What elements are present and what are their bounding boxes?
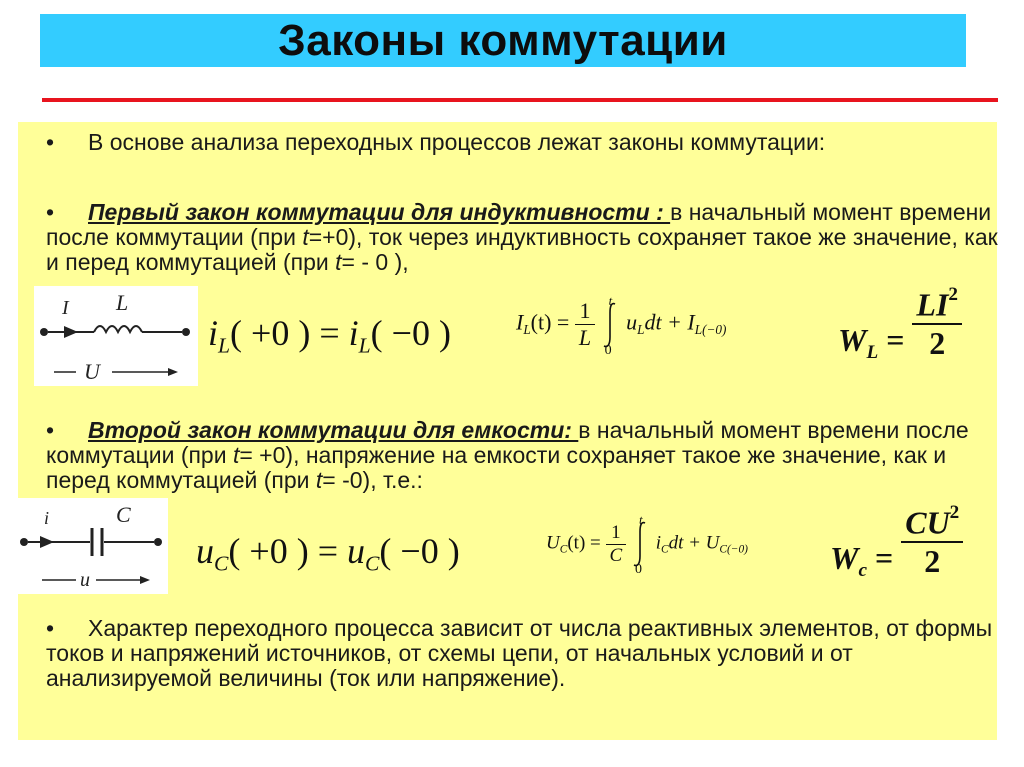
inductor-element-label: L	[116, 290, 129, 315]
capacitor-current-label: i	[44, 508, 50, 528]
first-law-t2: t	[335, 249, 342, 275]
capacitor-law-formula: $u_C( +0$ ) = $u_C( -0$ )	[196, 531, 460, 576]
bullet: •	[46, 615, 55, 641]
bullet: •	[46, 417, 55, 443]
first-law-heading: Первый закон коммутации для индуктивности :	[88, 199, 671, 225]
capacitor-energy-formula: $W_c$ = $\frac{CU^2}{2}$	[830, 502, 963, 582]
first-law-t1: t	[302, 224, 309, 250]
second-law-text-c: = -0), т.е.:	[322, 467, 423, 493]
second-law-t2: t	[315, 467, 323, 493]
page-title: Законы коммутации	[278, 15, 728, 65]
inductor-voltage-label: U	[84, 359, 100, 384]
first-law-paragraph	[46, 200, 998, 275]
inductor-circuit-diagram	[34, 286, 198, 386]
bullet: •	[46, 199, 55, 225]
capacitor-voltage-label: u	[80, 569, 90, 591]
inductor-circuit	[34, 286, 198, 386]
second-law-heading: Второй закон коммутации для емкости:	[88, 417, 579, 443]
intro-paragraph	[46, 130, 1006, 155]
capacitor-voltage-formula: $U_C(t)$ = $\frac{1}{C}$ t 0 $i_Cdt + U_{C(-0)}$	[546, 512, 748, 577]
first-law-text-b: =+0), ток через индуктивность сохраняет такое же значение, как и перед коммутацией (при	[46, 224, 998, 275]
inductor-energy-formula: $W_L$ = $\frac{LI^2}{2}$	[838, 284, 962, 364]
capacitor-circuit	[18, 498, 168, 594]
second-law-text-b: = +0), напряжение на емкости сохраняет такое же значение, как и перед коммутацией (при	[46, 442, 947, 493]
inductor-current-label: I	[62, 297, 69, 319]
title-divider	[42, 98, 998, 102]
inductor-current-formula: $I_L(t)$ = $\frac{1}{L}$ t 0 $u_Ldt + I_{L(-0)}$	[516, 292, 727, 358]
first-law-text-a: в начальный момент времени после коммутации (при	[46, 199, 992, 250]
title-bar	[40, 14, 966, 67]
second-law-t1: t	[232, 442, 240, 468]
conclusion-paragraph	[46, 616, 996, 691]
second-law-text-a: в начальный момент времени после коммутации (при	[46, 417, 969, 468]
capacitor-element-label: C	[116, 502, 131, 527]
intro-text: В основе анализа переходных процессов лежат законы коммутации:	[88, 129, 826, 155]
second-law-paragraph	[46, 418, 998, 493]
capacitor-circuit-diagram	[18, 498, 168, 594]
conclusion-text: Характер переходного процесса зависит от числа реактивных элементов, от формы токов и напряжений источников, от схемы цепи, от начальных условий и от анализируемой величины (ток или напряжение).	[46, 615, 993, 691]
bullet: •	[46, 129, 55, 155]
first-law-text-c: = - 0 ),	[341, 249, 409, 275]
content-panel	[18, 122, 997, 740]
inductor-law-formula: $i_L( +0$ ) = $i_L( -0$ )	[208, 313, 451, 358]
